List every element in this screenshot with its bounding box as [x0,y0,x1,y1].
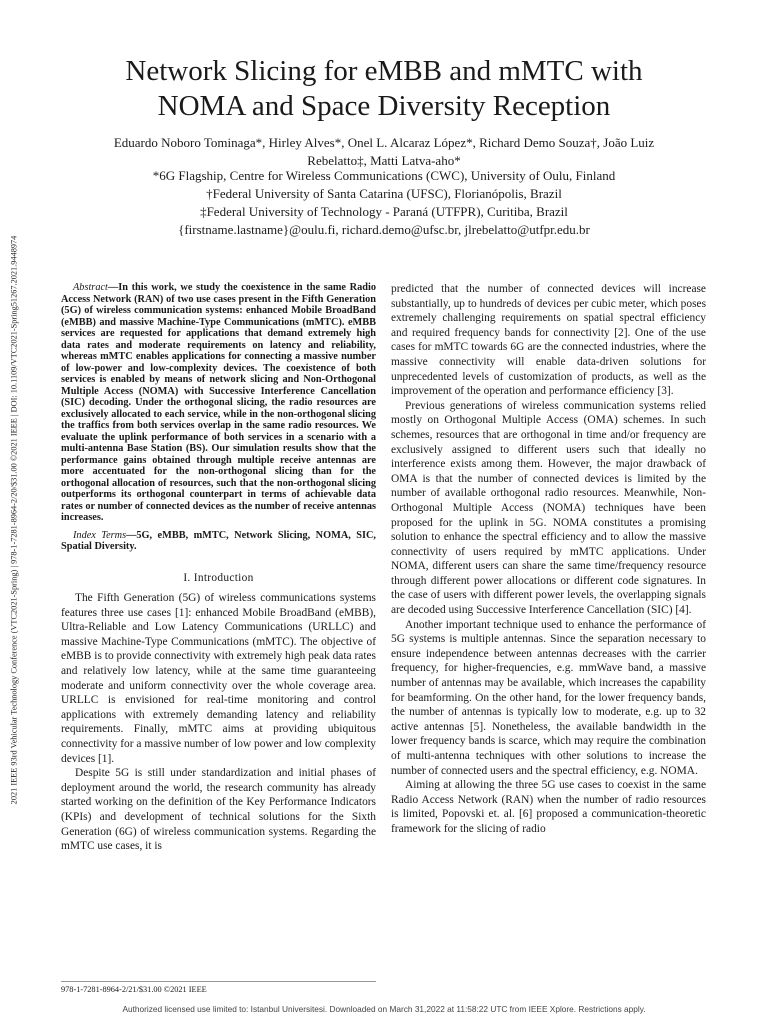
paragraph: Another important technique used to enhance the performance of 5G systems is multiple antennas. Since the separation necessary to ensure independence between antennas decreases with the carrier frequency, for higher-frequencies, e.g. mmWave band, a massive number of antennas may be available, which increases the capability for beamforming. On the other hand, for the lower frequency bands, the number of antennas is typically low to moderate, e.g. up to 32 active antennas [5]. Nonetheless, the available bandwidth in the lower frequency bands is scarce, which may require the combination of multi-antenna techniques with other solutions to increase the number of connected users and the spectral efficiency, e.g. NOMA. [391,618,706,777]
paragraph: predicted that the number of connected devices will increase substantially, up to hundreds of devices per cubic meter, which poses extremely challenging requirements on spatial spectral efficiency and required frequency bands for connectivity [2]. One of the use cases for mMTC towards 6G are the connected industries, where the massive connectivity will enable data-driven solutions for unprecedented levels of customization of products, as well as the improvement of the operation and performance efficiency [3]. [391,283,706,398]
index-terms-text: —5G, eMBB, mMTC, Network Slicing, NOMA, SIC, Spatial Diversity. [61,529,376,552]
authors-line-1: Eduardo Noboro Tominaga*, Hirley Alves*, Onel L. Alcaraz López*, Richard Demo Souza†, João Luiz [113,135,655,150]
authors-line-2: Rebelatto‡, Matti Latva-aho* [307,153,461,168]
affiliation-2: †Federal University of Santa Catarina (UFSC), Florianópolis, Brazil [206,186,562,201]
copyright-footer: 978-1-7281-8964-2/21/$31.00 ©2021 IEEE [61,981,376,994]
section-heading-introduction: I. Introduction [183,571,254,584]
affiliations [60,167,708,239]
author-list [80,134,688,170]
index-terms-label: Index Terms [73,529,127,541]
sidebar-citation-text: 2021 IEEE 93rd Vehicular Technology Conference (VTC2021-Spring) | 978-1-7281-8964-2/20/$31.00 ©2021 IEEE | DOI: 10.1109/VTC2021-Spring51267.2021.9448974 [9,235,19,805]
author-emails: {firstname.lastname}@oulu.fi, richard.demo@ufsc.br, jlrebelatto@utfpr.edu.br [178,222,590,237]
affiliation-3: ‡Federal University of Technology - Paraná (UTFPR), Curitiba, Brazil [200,204,568,219]
license-notice: Authorized licensed use limited to: Istanbul Universitesi. Downloaded on March 31,2022 at 11:58:22 UTC from IEEE Xplore. Restrictions apply. [122,1004,646,1014]
paper-title: Network Slicing for eMBB and mMTC with NOMA and Space Diversity Reception [125,55,643,122]
index-terms [61,530,376,553]
affiliation-1: *6G Flagship, Centre for Wireless Communications (CWC), University of Oulu, Finland [152,168,616,183]
abstract-label: Abstract [73,282,108,293]
paragraph: Previous generations of wireless communication systems relied mostly on Orthogonal Multiple Access (OMA) schemes. In such schemes, resources that are orthogonal in time and/or frequency are exclusively assigned to different users such that ideally no interference exists among them. However, the major drawback of OMA is that the number of connected devices is limited by the number of available orthogonal radio resources. Meanwhile, Non-Orthogonal Multiple Access (NOMA) techniques have been proposed for the uplink in 5G. NOMA constitutes a promising solution to enhance the spectral efficiency and to allow the massive connectivity of users required by mMTC applications. Under NOMA, different users can share the same time/frequency resource through different power allocations or different code signatures. In the case of users with different power levels, the overlapping signals are decoded using Successive Interference Cancellation (SIC) [4]. [391,399,706,617]
sidebar-citation [4,160,24,880]
left-column [61,282,376,854]
paragraph: The Fifth Generation (5G) of wireless communications systems features three use cases [1]: enhanced Mobile BroadBand (eMBB), Ultra-Reliable and Low Latency Communications (URLLC) and massive Machine-Type Communications (mMTC). The objective of eMBB is to provide connectivity with extremely high peak data rates and relatively low latency, while at the same time guaranteeing moderate and uniform connectivity over the whole coverage area. URLLC is envisioned for real-time monitoring and control applications with extremely demanding latency and reliability requirements. Finally, mMTC aims at providing ubiquitous connectivity for a massive number of low power and low complexity devices [1]. [61,592,376,765]
abstract [61,282,376,524]
right-column [391,282,706,837]
paragraph: Despite 5G is still under standardization and initial phases of deployment around the world, the research community has already started working on the definition of the Key Performance Indicators (KPIs) and development of technical solutions for the Sixth Generation (6G) of wireless communication systems. Regarding the mMTC use cases, it is [61,767,376,853]
abstract-text: —In this work, we study the coexistence in the same Radio Access Network (RAN) of two use cases present in the Fifth Generation (5G) of wireless communication systems: enhanced Mobile BroadBand (eMBB) and massive Machine-Type Communications (mMTC). eMBB services are requested for applications that demand extremely high data rates and moderate requirements on latency and reliability, whereas mMTC enables applications for connecting a massive number of low-power and low-complexity devices. The coexistence of both services is enabled by means of network slicing and Non-Orthogonal Multiple Access (NOMA) with Successive Interference Cancellation (SIC) decoding. Under the orthogonal slicing, the radio resources are exclusively allocated to each service, while in the non-orthogonal slicing the traffics from both services overlap in the same radio resources. We evaluate the uplink performance of both services in a scenario with a multi-antenna Base Station (BS). Our simulation results show that the performance gains obtained through multiple receive antennas are more accentuated for the non-orthogonal slicing than for the orthogonal allocation of resources, such that the non-orthogonal slicing outperforms its orthogonal counterpart in terms of achievable data rates or number of connected devices as the number of receive antennas increases. [61,282,376,523]
paragraph: Aiming at allowing the three 5G use cases to coexist in the same Radio Access Network (RAN) when the number of radio resources is limited, Popovski et. al. [6] proposed a communication-theoretic framework for the slicing of radio [391,779,706,835]
